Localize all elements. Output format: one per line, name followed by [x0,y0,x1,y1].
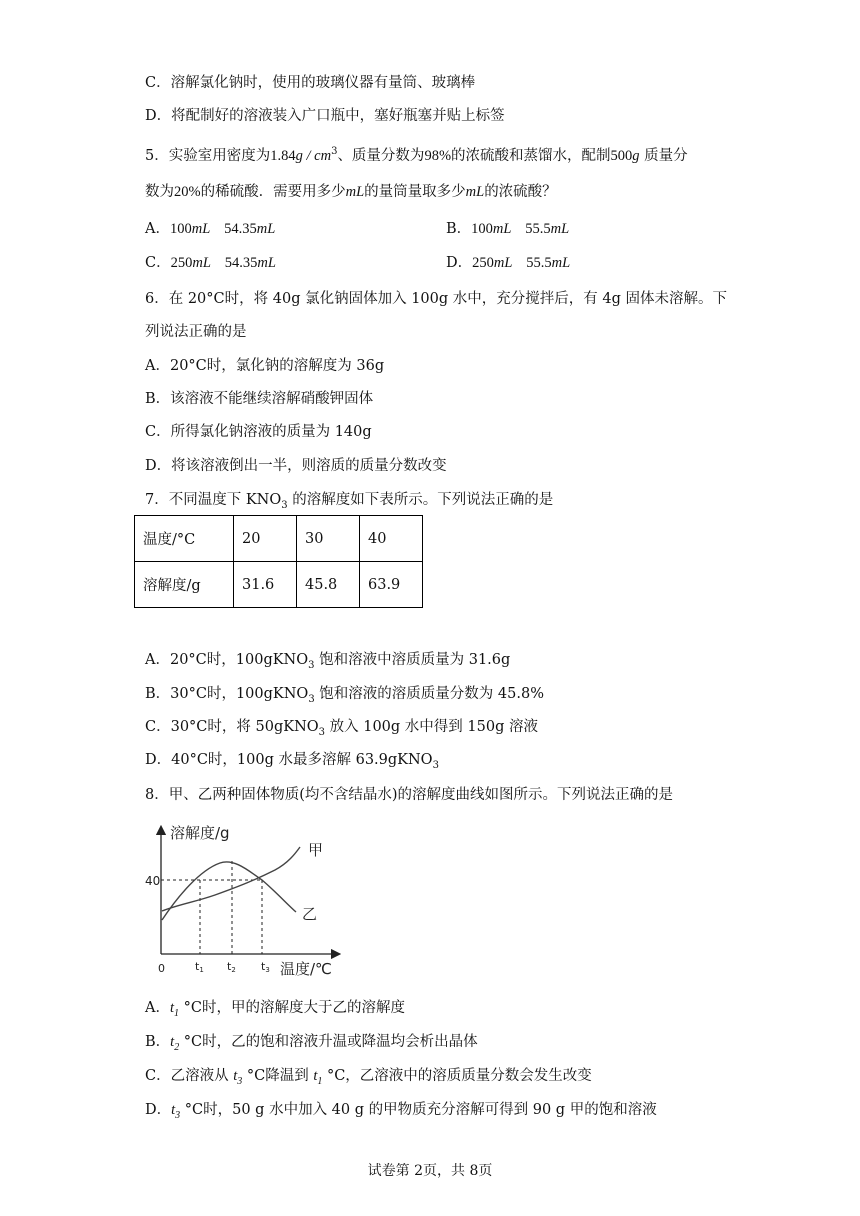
q8-stem: 8．甲、乙两种固体物质(均不含结晶水)的溶解度曲线如图所示。下列说法正确的是 [145,787,674,803]
option-unit: mL [192,255,211,271]
subscript: 3 [237,1075,243,1087]
q5-text: 的量筒量取多少 [364,184,466,200]
q8-text: A． [145,1000,170,1016]
x-tick-t1: t1 [195,960,204,974]
q7-text: 饱和溶液中溶质质量为 31.6g [314,652,511,668]
q5-density: 1.84 [270,148,296,164]
origin-label: 0 [158,962,165,975]
q7-option-a [145,650,510,670]
q5-option-c [145,253,276,273]
x-axis-label: 温度/℃ [280,960,332,978]
q8-option-a [145,998,405,1018]
option-unit: mL [191,221,211,237]
table-row [135,562,423,608]
option-value: 250 [472,255,494,271]
table-cell: 30 [297,516,360,562]
y-axis-label: 溶解度/g [170,824,230,842]
table-row [135,516,423,562]
option-value: 100 [471,221,493,237]
q7-text: C．30°C时，将 50gKNO [145,719,319,735]
q8-text: °C时，50 g 水中加入 40 g 的甲物质充分溶解可得到 90 g 甲的饱和溶液 [180,1102,657,1118]
subscript: 3 [175,1109,181,1121]
option-value: 250 [170,255,193,271]
q5-option-b [446,219,569,239]
option-unit: mL [257,255,276,271]
y-tick-40: 40 [145,874,161,888]
q6-option-b: B．该溶液不能继续溶解硝酸钾固体 [145,391,374,407]
subscript: 3 [308,693,315,705]
subscript: 3 [318,726,326,738]
subscript: 3 [281,499,288,511]
q7-text: 7．不同温度下 KNO [145,492,282,508]
q6-stem-line1: 6．在 20°C时，将 40g 氯化钠固体加入 100g 水中，充分搅拌后，有 4g 固体未溶解。下 [145,291,727,307]
q5-text: 的浓硫酸？ [484,184,557,200]
q5-sup3: 3 [331,146,338,158]
option-unit: mL [551,255,571,271]
q6-option-c: C．所得氯化钠溶液的质量为 140g [145,424,372,440]
subscript: 3 [432,759,439,771]
q7-text: A．20°C时，100gKNO [145,652,309,668]
subscript: 2 [174,1041,180,1053]
option-value: 100 [169,221,192,237]
curve-yi [162,862,296,920]
q6-option-a: A．20°C时，氯化钠的溶解度为 36g [145,358,385,374]
q5-text: 质量分 [644,148,688,164]
subscript: 1 [317,1075,323,1087]
option-label: D． [446,255,473,271]
subscript: 1 [174,1007,180,1019]
q8-text: C．乙溶液从 [145,1068,234,1084]
q5-text: 的浓硫酸和蒸馏水，配制 [451,148,611,164]
option-unit: mL [550,221,570,237]
x-tick-t2: t2 [227,960,236,974]
option-value: 54.35 [224,255,258,271]
q5-text: 的稀硫酸．需要用多少 [200,184,346,200]
q7-option-b [145,684,544,704]
q5-pct20: 20% [174,184,201,200]
q8-text: °C降温到 [242,1068,314,1084]
q5-option-a [145,219,275,239]
q5-text: 、质量分数为 [337,148,425,164]
table-cell: 20 [234,516,297,562]
q8-option-b [145,1032,478,1052]
curve-jia [162,847,300,911]
q5-text: 5．实验室用密度为 [145,148,271,164]
q5-pct98: 98% [424,148,452,164]
option-label: B． [446,221,472,237]
q5-ml: mL [465,184,485,200]
solubility-table [134,515,423,608]
table-cell: 31.6 [234,562,297,608]
q5-unit-g2: g [632,148,640,164]
option-value: 55.5 [526,255,552,271]
q7-text: 饱和溶液的溶质质量分数为 45.8% [314,686,544,702]
t-symbol: t [233,1068,238,1084]
table-header-cell: 溶解度/g [135,562,234,608]
q7-text: B．30°C时，100gKNO [145,686,309,702]
table-cell: 63.9 [360,562,423,608]
q8-option-d [145,1100,657,1120]
x-tick-t3: t3 [261,960,270,974]
q6-stem-line2: 列说法正确的是 [145,324,247,340]
q5-text: 数为 [145,184,174,200]
subscript: 3 [308,659,315,671]
t-symbol: t [170,1034,175,1050]
option-unit: mL [256,221,276,237]
option-label: A． [145,221,170,237]
q8-text: B． [145,1034,171,1050]
q8-text: °C，乙溶液中的溶质质量分数会发生改变 [322,1068,592,1084]
q7-text: 放入 100g 水中得到 150g 溶液 [325,719,538,735]
option-value: 55.5 [525,221,551,237]
q5-unit-cm: cm [314,148,332,164]
q8-text: °C时，甲的溶解度大于乙的溶解度 [179,1000,405,1016]
q7-text: 的溶解度如下表所示。下列说法正确的是 [287,492,554,508]
label-yi: 乙 [302,905,318,923]
q6-option-d: D．将该溶液倒出一半，则溶质的质量分数改变 [145,458,447,474]
prev-option-c: C．溶解氯化钠时，使用的玻璃仪器有量筒、玻璃棒 [145,75,476,91]
q7-stem [145,490,553,510]
option-label: C． [145,255,171,271]
option-unit: mL [492,221,512,237]
t-symbol: t [313,1068,318,1084]
table-header-cell: 温度/°C [135,516,234,562]
option-unit: mL [493,255,513,271]
q8-text: D． [145,1102,172,1118]
q5-unit-g: g [295,148,303,164]
label-jia: 甲 [308,841,324,859]
q8-option-c [145,1066,592,1086]
option-value: 54.35 [224,221,257,237]
q7-text: D．40°C时，100g 水最多溶解 63.9gKNO [145,752,433,768]
q8-text: °C时，乙的饱和溶液升温或降温均会析出晶体 [179,1034,478,1050]
page-footer: 试卷第 2页，共 8页 [367,1163,493,1179]
table-cell: 40 [360,516,423,562]
q7-option-c [145,717,538,737]
solubility-curve-figure [140,820,350,985]
q5-ml: mL [345,184,365,200]
t-symbol: t [169,1000,175,1016]
q5-mass500: 500 [610,148,633,164]
table-cell: 45.8 [297,562,360,608]
t-symbol: t [171,1102,176,1118]
q5-option-d [446,253,570,273]
q5-stem-line1: 5．实验室用密度为$1.84g / cm^3$、质量分数为98%的浓硫酸和蒸馏水，配制500g 质量分 [145,146,688,164]
prev-option-d: D．将配制好的溶液装入广口瓶中，塞好瓶塞并贴上标签 [145,108,505,124]
q5-stem-line2 [145,182,557,202]
q7-option-d [145,750,439,770]
